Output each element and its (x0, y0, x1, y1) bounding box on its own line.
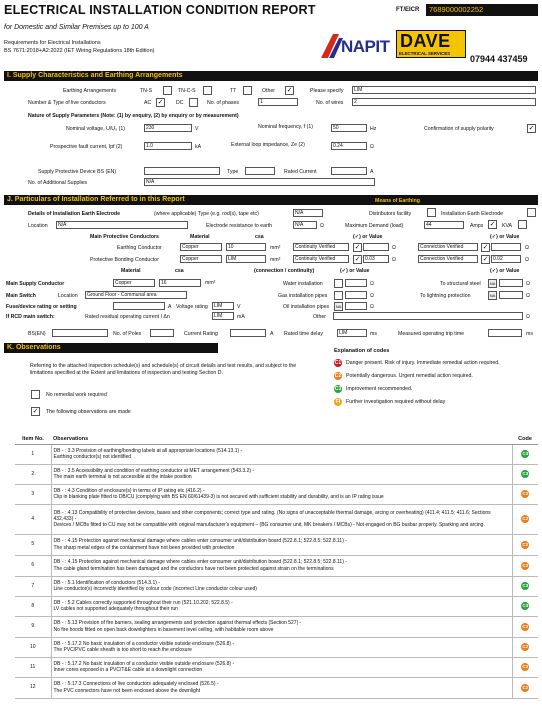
ref-number: 7689000002252 (426, 4, 538, 16)
polarity-label: Confirmation of supply polarity (424, 126, 494, 132)
observation-code-badge: C2 (522, 664, 529, 669)
spd-label: Supply Protective Device BS (EN) (38, 169, 117, 175)
material-header-2: Material (121, 268, 141, 274)
section-j-header: J. Particulars of Installation Referred to in this Report (4, 195, 538, 205)
tns-label: TN-S (140, 88, 153, 94)
main-switch-label: Main Switch (6, 293, 36, 299)
tt-label: TT (230, 88, 237, 94)
oil-checkbox[interactable]: NA (335, 304, 342, 309)
max-demand-label: Maximum Demand (load) (345, 223, 404, 229)
observation-row (15, 677, 538, 698)
observation-code-badge: C3 (522, 451, 529, 456)
observation-code-badge: C3 (522, 471, 529, 476)
or-value-header-2: (✓) or Value (490, 234, 520, 240)
gas-value[interactable] (345, 291, 367, 299)
observation-text: DB - : 4.15 Protection against mechanical damage where cables enter consumer unit/distribution board (522.8.1; 522.8.5; 522.8.11) - The sharp metal edges of the containment have not been provided with protection (51, 534, 512, 555)
observation-code-badge: C2 (522, 623, 529, 629)
bs-en-label: BS(EN) (28, 331, 46, 337)
observation-row (15, 596, 538, 616)
earthing-conductor-csa[interactable]: 10 (226, 243, 266, 251)
poles-field[interactable] (150, 329, 174, 337)
fuse-rating-label: Fuse/device rating or setting (6, 304, 77, 310)
main-supply-mm2: mm² (205, 280, 216, 286)
code-fi-text: Further investigation required without delay (346, 399, 446, 405)
earthing-connection-checkbox[interactable]: ✓ (482, 244, 489, 251)
bonding-connection-checkbox[interactable]: ✓ (482, 256, 489, 263)
observation-code-cell (512, 637, 538, 657)
earthing-continuity-value[interactable] (363, 243, 389, 251)
water-ohm-unit: Ω (370, 281, 374, 287)
observation-row (15, 464, 538, 484)
material-header: Material (190, 234, 210, 240)
or-value-header-4: (✓) or Value (490, 268, 520, 274)
earthing-connection-value[interactable] (491, 243, 521, 251)
conn-cont-header: (connection / continuity) (254, 268, 315, 274)
observation-text: DB - : 5.1 Identification of conductors (514.3.1) - Line conductor(s) incorrectly identified by colour code (incorrect Line conductor colour used) (51, 576, 512, 596)
no-remedial-checkbox[interactable] (31, 390, 40, 399)
observation-row (15, 576, 538, 596)
section-i-header: I. Supply Characteristics and Earthing Arrangements (4, 71, 538, 81)
max-demand-field[interactable]: 44 (424, 221, 464, 229)
observations-table (15, 435, 538, 699)
section-k-header: K. Observations (4, 343, 218, 353)
fuse-a-unit: A (168, 304, 172, 310)
observation-text: DB - : 3.3 Provision of earthing/bonding labels at all appropriate locations (514.13.1) - Earthing conductor(s) not identified (51, 444, 512, 464)
observation-text: DB - : 5.17.2 No basic insulation of a conductor visible outside enclosure (526.8) - The PVC/PVC cable sheath is too short to reach the enclosure (51, 637, 512, 657)
specify-field[interactable]: LIM (352, 86, 536, 94)
other-checkbox[interactable]: ✓ (286, 87, 293, 94)
type-label: Type (227, 169, 239, 175)
ms-location-label: Location (58, 293, 78, 299)
kva-label: KVA (502, 223, 512, 229)
nominal-voltage-field[interactable]: 230 (144, 124, 192, 132)
earthing-ohm-unit: Ω (392, 245, 396, 251)
observation-row (15, 616, 538, 637)
trip-time-unit: ms (526, 331, 533, 337)
trip-time-label: Measured operating trip time (398, 331, 465, 337)
observation-text: DB - : 5.13 Provision of fire barriers, sealing arrangements and protection against thermal effects (Section 527) - No fire hoods fitted on open back downlighters in basement level ceiling, with habitable room above (51, 616, 512, 637)
water-value[interactable] (345, 279, 367, 287)
ze-field[interactable]: 0.24 (331, 142, 367, 150)
electrode-location-field[interactable]: N/A (56, 221, 188, 229)
requirements-line1: Requirements for Electrical Installations (4, 40, 101, 46)
observations-intro: Referring to the attached inspection schedule(s) and schedule(s) of circuit details and test results, and subject to the limitations specified at the Extent and limitations of inspection and testing Section D. (30, 363, 297, 376)
structural-ohm-unit: Ω (526, 281, 530, 287)
observation-code-cell (512, 657, 538, 677)
gas-ohm-unit: Ω (370, 293, 374, 299)
observation-item-number: 9 (15, 616, 51, 637)
observation-code-cell (512, 484, 538, 504)
observation-code-cell (512, 444, 538, 464)
observations-header: Observations (51, 435, 512, 444)
lightning-value[interactable] (499, 291, 523, 299)
electrode-details-label: Details of Installation Earth Electrode (28, 211, 120, 217)
gas-checkbox[interactable] (334, 291, 343, 300)
observation-code-cell (512, 504, 538, 534)
ka-unit: kA (195, 144, 202, 150)
main-supply-material[interactable]: Copper (113, 279, 155, 287)
codes-title: Explanation of codes (334, 348, 390, 354)
observation-item-number: 12 (15, 677, 51, 698)
structural-steel-label: To structural steel (440, 281, 481, 287)
observation-item-number: 3 (15, 484, 51, 504)
bonding-continuity-value[interactable]: 0.03 (363, 255, 389, 263)
fuse-rating-field[interactable] (113, 302, 165, 310)
time-delay-unit: ms (370, 331, 377, 337)
polarity-checkbox[interactable]: ✓ (528, 125, 535, 132)
observation-item-number: 7 (15, 576, 51, 596)
report-subtitle: for Domestic and Similar Premises up to 100 A (4, 24, 149, 31)
code-c2-text: Potentially dangerous. Urgent remedial action required. (346, 373, 473, 379)
bonding-ohm-unit: Ω (392, 257, 396, 263)
bs-en-field[interactable] (52, 329, 108, 337)
dc-label: DC (176, 100, 184, 106)
current-rating-label: Current Rating (184, 331, 218, 337)
observation-code-cell (512, 616, 538, 637)
observation-code-cell (512, 576, 538, 596)
no-remedial-label: No remedial work required (46, 392, 107, 398)
earthing-conductor-material[interactable]: Copper (180, 243, 222, 251)
code-c1-icon: C1 (334, 360, 342, 366)
spd-field[interactable] (144, 167, 220, 175)
observation-text: DB - : 5.17.3 Connections of live conductors adequately enclosed (526.5) - The PVC connectors have not been enclosed above the downlight (51, 677, 512, 698)
live-conductors-label: Number & Type of live conductors (28, 100, 106, 106)
time-delay-label: Rated time delay (284, 331, 323, 337)
observation-code-badge: C2 (522, 516, 529, 521)
rated-current-label: Rated Current (284, 169, 317, 175)
observation-text: DB - : 3.5 Accessibility and condition of earthing conductor at MET arrangement (543.3.2) - The main earth terminal is not accessible at the intake position (51, 464, 512, 484)
following-observations-checkbox[interactable]: ✓ (32, 408, 39, 415)
observation-row (15, 637, 538, 657)
observation-code-cell (512, 677, 538, 698)
observation-code-cell (512, 555, 538, 576)
requirements-line2: BS 7671:2018+A2:2022 (IET Wiring Regulations 18th Edition) (4, 48, 155, 54)
observation-item-number: 8 (15, 596, 51, 616)
inst-electrode-label: Installation Earth Electrode (441, 211, 503, 217)
other-label: Other (262, 88, 275, 94)
structural-checkbox[interactable]: NA (489, 281, 496, 286)
csa-header-2: csa (175, 268, 184, 274)
observation-row (15, 444, 538, 464)
observation-row (15, 484, 538, 504)
bonding-continuity-label: Continuity Verified (293, 255, 349, 263)
observation-item-number: 10 (15, 637, 51, 657)
lightning-label: To lightning protection (420, 293, 471, 299)
water-checkbox[interactable] (334, 279, 343, 288)
pfc-field[interactable]: 1.0 (144, 142, 192, 150)
code-c3-text: Improvement recommended. (346, 386, 413, 392)
observation-text: DB - : 4.3 Condition of enclosure(s) in terms of IP rating etc (416.2) - Clip in blanking plate fitted to DB/CU (complying with BS EN 60/61439-3) is not secured with sufficient stability and durability, and is an IP rating issue (51, 484, 512, 504)
bonding-material[interactable]: Copper (180, 255, 222, 263)
additional-supplies-field[interactable]: N/A (144, 178, 375, 186)
frequency-label: Nominal frequency, f (1) (258, 124, 313, 130)
earthing-continuity-label: Continuity Verified (293, 243, 349, 251)
main-supply-csa[interactable]: 16 (159, 279, 201, 287)
rated-residual-label: Rated residual operating current I Δn (85, 314, 170, 320)
voltage-rating-field[interactable]: LIM (212, 302, 234, 310)
kva-checkbox[interactable] (518, 220, 527, 229)
wires-field[interactable]: 2 (352, 98, 536, 106)
or-value-header-3: (✓) or Value (340, 268, 370, 274)
ohm-unit: Ω (370, 144, 374, 150)
codes-legend (330, 358, 530, 418)
a-unit: A (370, 169, 374, 175)
earthing-conn-ohm-unit: Ω (525, 245, 529, 251)
observations-body (15, 444, 538, 698)
means-earthing-label: Means of Earthing (375, 198, 420, 204)
ma-unit: mA (237, 314, 245, 320)
observation-item-number: 5 (15, 534, 51, 555)
csa-header: csa (255, 234, 264, 240)
inst-electrode-checkbox[interactable] (527, 208, 536, 217)
item-no-header: Item No. (15, 435, 51, 444)
ms-location-field[interactable]: Ground Floor - Communal area (85, 291, 187, 299)
other-ohm-unit: Ω (526, 314, 530, 320)
observation-text: DB - : 4.13 Compatibility of protective devices, bases and other components; correct type and rating. (No signs of unacceptable thermal damage, arcing or overheating) (411.4; 411.5; 411.6; Sections 432,433) - Devices / MCBs fitted to CU may not be compatible with original manufacturer's equipment – (BG consumer unit, MK breakers / MCBs) - Not engaged on BG busbar properly. Sparking and arcing. (51, 504, 512, 534)
rated-current-field[interactable] (331, 167, 367, 175)
observation-item-number: 6 (15, 555, 51, 576)
distributors-facility-checkbox[interactable] (427, 208, 436, 217)
ac-checkbox[interactable]: ✓ (157, 99, 164, 106)
voltage-rating-label: Voltage rating (176, 304, 208, 310)
observation-row (15, 555, 538, 576)
observation-item-number: 1 (15, 444, 51, 464)
bonding-connection-label: Connection Verified (418, 255, 478, 263)
electrode-resistance-field[interactable]: N/A (293, 221, 317, 229)
structural-value[interactable] (499, 279, 523, 287)
observation-row (15, 657, 538, 677)
bonding-csa[interactable]: LIM (226, 255, 266, 263)
pfc-label: Prospective fault current, Ipf (2) (50, 144, 123, 150)
amps-label: Amps (470, 223, 484, 229)
trip-time-field[interactable] (488, 329, 522, 337)
additional-supplies-label: No. of Additional Supplies (28, 180, 88, 186)
code-header: Code (512, 435, 538, 444)
other-field[interactable] (333, 312, 523, 320)
dave-logo: DAVE ELECTRICAL SERVICES (396, 30, 466, 58)
electrode-resistance-label: Electrode resistance to earth (206, 223, 273, 229)
tns-checkbox[interactable] (163, 86, 172, 95)
lightning-ohm-unit: Ω (526, 293, 530, 299)
main-supply-conductor-label: Main Supply Conductor (6, 281, 65, 287)
type-field[interactable] (245, 167, 275, 175)
observation-code-cell (512, 464, 538, 484)
observation-code-badge: C2 (522, 562, 529, 568)
observation-text: DB - : 5.17.2 No basic insulation of a conductor visible outside enclosure (526.8) - Inner cores exposed in a PVC/T&E cable at a downlight connection (51, 657, 512, 677)
ze-label: External loop impedance, Ze (2) (231, 142, 305, 148)
current-rating-field[interactable] (230, 329, 266, 337)
bonding-conn-ohm-unit: Ω (525, 257, 529, 263)
earthing-continuity-checkbox[interactable]: ✓ (354, 244, 361, 251)
observation-code-badge: C3 (522, 583, 529, 588)
poles-label: No. of Poles (113, 331, 142, 337)
code-c3-icon: C3 (334, 386, 342, 392)
report-title: ELECTRICAL INSTALLATION CONDITION REPORT (4, 3, 316, 17)
following-observations-label: The following observations are made (46, 409, 131, 415)
observation-code-cell (512, 534, 538, 555)
code-fi-icon: FI (335, 399, 341, 405)
lightning-checkbox[interactable]: NA (489, 293, 496, 298)
observations-header-row (15, 435, 538, 444)
observation-code-badge: C3 (522, 603, 529, 608)
distributors-facility-label: Distributors facility (369, 211, 412, 217)
where-applicable-label: (where applicable) Type (e.g. rod(s), tape etc) (154, 211, 259, 217)
observation-row (15, 534, 538, 555)
phone-number: 07944 437459 (470, 54, 528, 64)
observation-item-number: 4 (15, 504, 51, 534)
rated-residual-field[interactable]: LIM (212, 312, 234, 320)
observation-text: DB - : 5.2 Cables correctly supported throughout their run (521.10.202; 522.8.5) - LV cables not supported adequately throughout their run (51, 596, 512, 616)
observation-code-badge: C2 (522, 541, 529, 547)
oil-ohm-unit: Ω (370, 304, 374, 310)
observation-row (15, 504, 538, 534)
current-rating-unit: A (270, 331, 274, 337)
oil-value[interactable] (345, 302, 367, 310)
dc-checkbox[interactable] (189, 98, 198, 107)
observation-item-number: 11 (15, 657, 51, 677)
nature-supply-label: Nature of Supply Parameters (Note: (1) by enquiry, (2) by enquiry or by measurement) (28, 113, 239, 119)
resistance-ohm-unit: Ω (320, 223, 324, 229)
gas-installation-label: Gas installation pipes (278, 293, 328, 299)
bonding-continuity-checkbox[interactable]: ✓ (354, 256, 361, 263)
wires-label: No. of wires (316, 100, 344, 106)
please-specify-label: Please specify (310, 88, 344, 94)
earthing-mm2-unit: mm² (270, 245, 281, 251)
bonding-connection-value[interactable]: 0.02 (491, 255, 521, 263)
other-label-j: Other (313, 314, 326, 320)
observation-code-badge: C2 (522, 644, 529, 649)
earthing-conductor-label: Earthing Conductor (117, 245, 162, 251)
earthing-connection-label: Connection Verified (418, 243, 478, 251)
frequency-field[interactable]: 50 (331, 124, 367, 132)
water-installation-label: Water installation (283, 281, 323, 287)
time-delay-field[interactable]: LIM (337, 329, 367, 337)
nominal-voltage-label: Nominal voltage, U/U₀ (1) (66, 126, 125, 132)
code-c2-icon: C2 (334, 373, 342, 379)
ac-label: AC (144, 100, 152, 106)
observation-code-badge: C2 (522, 491, 529, 496)
voltage-rating-unit: V (237, 304, 241, 310)
observation-text: DB - : 4.15 Protection against mechanical damage where cables enter consumer unit/distribution board (522.8.1; 522.8.5; 522.8.11) - The cable gland termination has been damaged and the conductors have not been protected against strain on the terminations (51, 555, 512, 576)
phases-field[interactable]: 1 (258, 98, 298, 106)
or-value-header-1: (✓) or Value (353, 234, 383, 240)
earthing-arrangements-label: Earthing Arrangements (63, 88, 117, 94)
amps-checkbox[interactable]: ✓ (489, 221, 496, 228)
electrode-type-field[interactable]: N/A (293, 209, 323, 217)
ref-label: FT/EICR (396, 7, 420, 13)
napit-logo: NAPIT (319, 32, 395, 60)
tt-checkbox[interactable] (243, 86, 252, 95)
bonding-mm2-unit: mm² (270, 257, 281, 263)
phases-label: No. of phases (207, 100, 240, 106)
main-protective-label: Main Protective Conductors (90, 234, 159, 240)
location-label: Location (28, 223, 48, 229)
tncs-label: TN-C-S (178, 88, 196, 94)
bonding-conductor-label: Protective Bonding Conductor (90, 257, 159, 263)
voltage-unit: V (195, 126, 199, 132)
tncs-checkbox[interactable] (203, 86, 212, 95)
observation-item-number: 2 (15, 464, 51, 484)
observation-code-badge: C2 (522, 684, 529, 690)
hz-unit: Hz (370, 126, 377, 132)
rcd-switch-label: If RCD main switch: (6, 314, 55, 320)
oil-installation-label: Oil installation pipes (283, 304, 330, 310)
code-c1-text: Danger present. Risk of injury. Immediate remedial action required. (346, 360, 500, 366)
observation-code-cell (512, 596, 538, 616)
